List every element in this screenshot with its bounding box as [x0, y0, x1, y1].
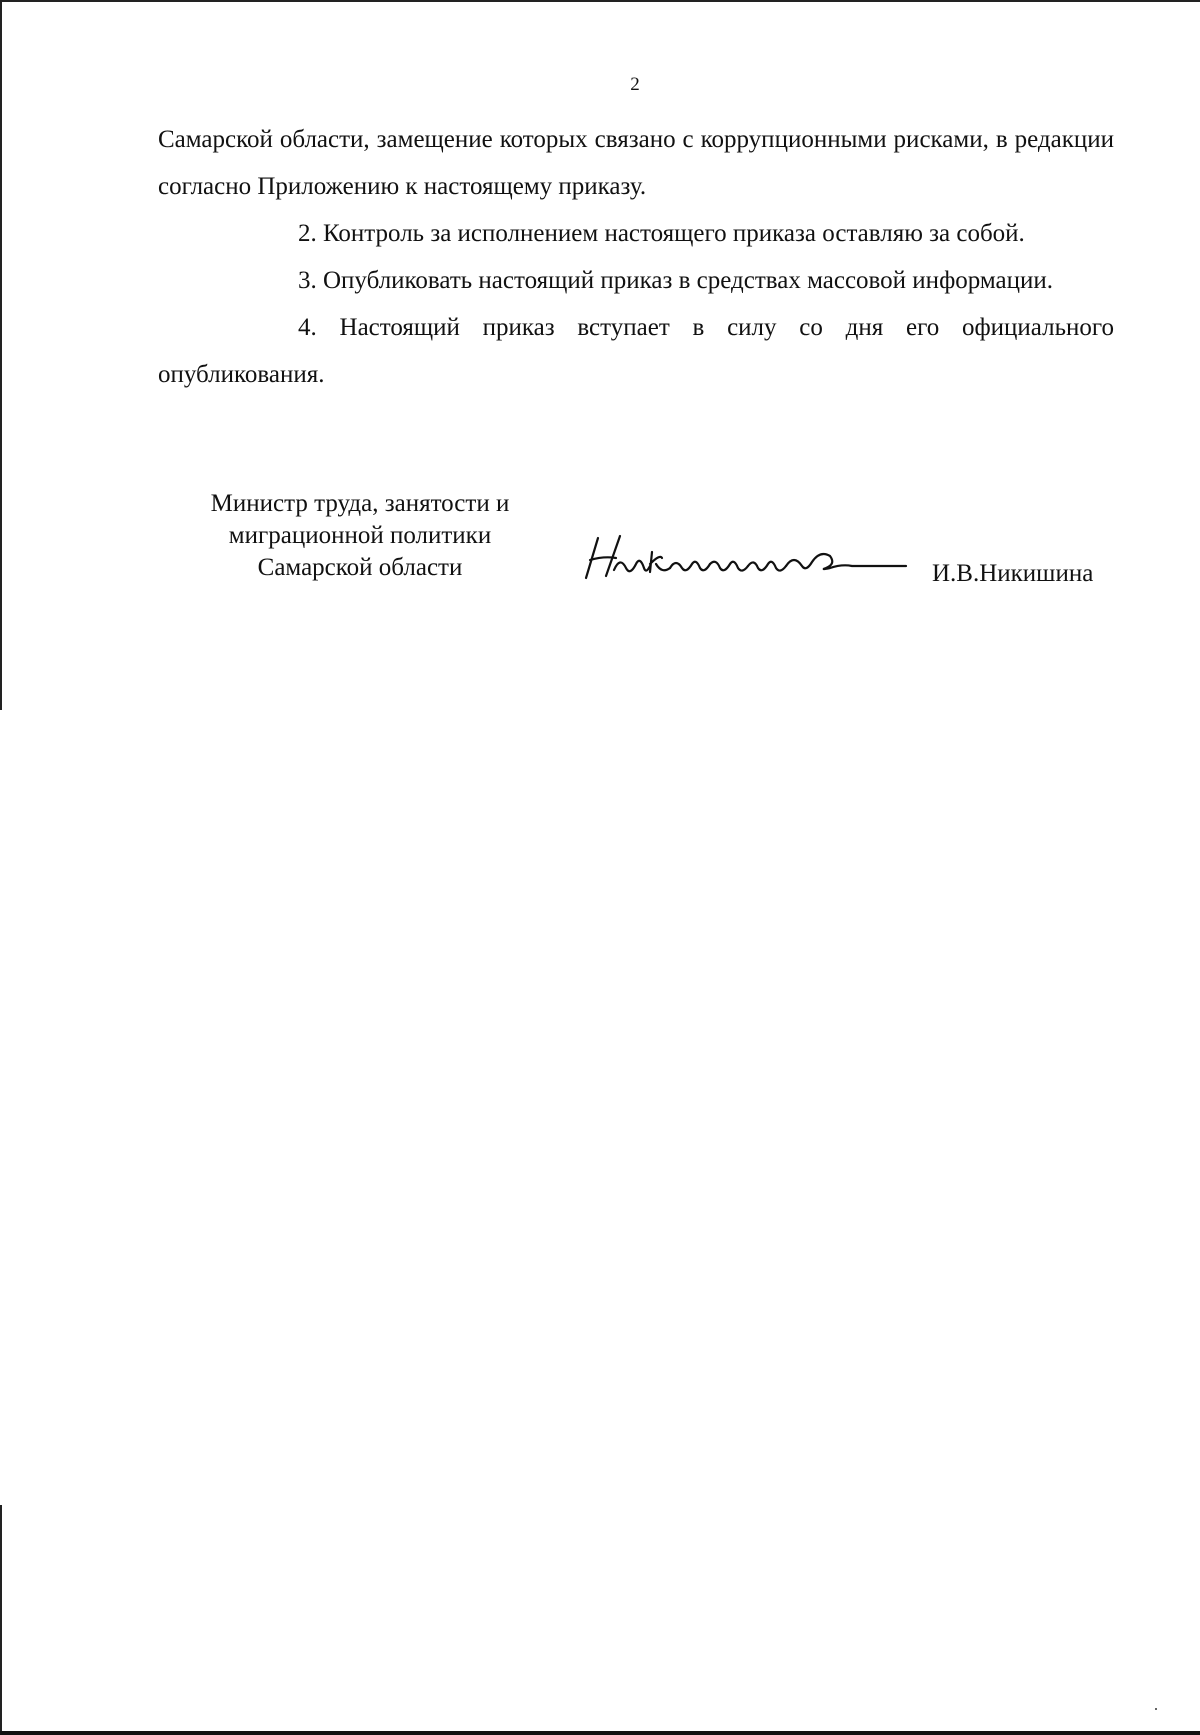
- scan-edge-left: [0, 0, 2, 710]
- paragraph-item-2: [158, 210, 1114, 257]
- item-number: 3.: [298, 267, 317, 294]
- signer-name: И.В.Никишина: [932, 560, 1094, 587]
- paragraph-continuation: Самарской области, замещение которых связано с коррупционными рисками, в редакции согласно Приложению к настоящему приказу.: [158, 126, 1114, 200]
- scan-edge-bottom: [0, 1731, 1200, 1735]
- position-line: Самарской области: [257, 554, 463, 581]
- item-number: 2.: [298, 220, 317, 247]
- position-line: Министр труда, занятости и: [210, 490, 510, 517]
- handwritten-signature: [580, 530, 910, 590]
- item-number: 4.: [298, 314, 317, 341]
- page-number: 2: [630, 74, 640, 95]
- position-line: миграционной политики: [228, 522, 492, 549]
- item-text: Контроль за исполнением настоящего приказа оставляю за собой.: [323, 220, 1025, 247]
- document-body: [158, 116, 1114, 398]
- scan-edge-top: [0, 0, 1200, 2]
- paragraph-item-4: [158, 304, 1114, 398]
- item-text: Настоящий приказ вступает в силу со дня его официального опубликования.: [158, 314, 1115, 388]
- item-text: Опубликовать настоящий приказ в средствах массовой информации.: [323, 267, 1054, 294]
- paragraph-item-3: [158, 257, 1114, 304]
- scan-edge-left-lower: [0, 1505, 2, 1735]
- scan-artifact: [1155, 1708, 1157, 1710]
- signer-position: [170, 488, 550, 584]
